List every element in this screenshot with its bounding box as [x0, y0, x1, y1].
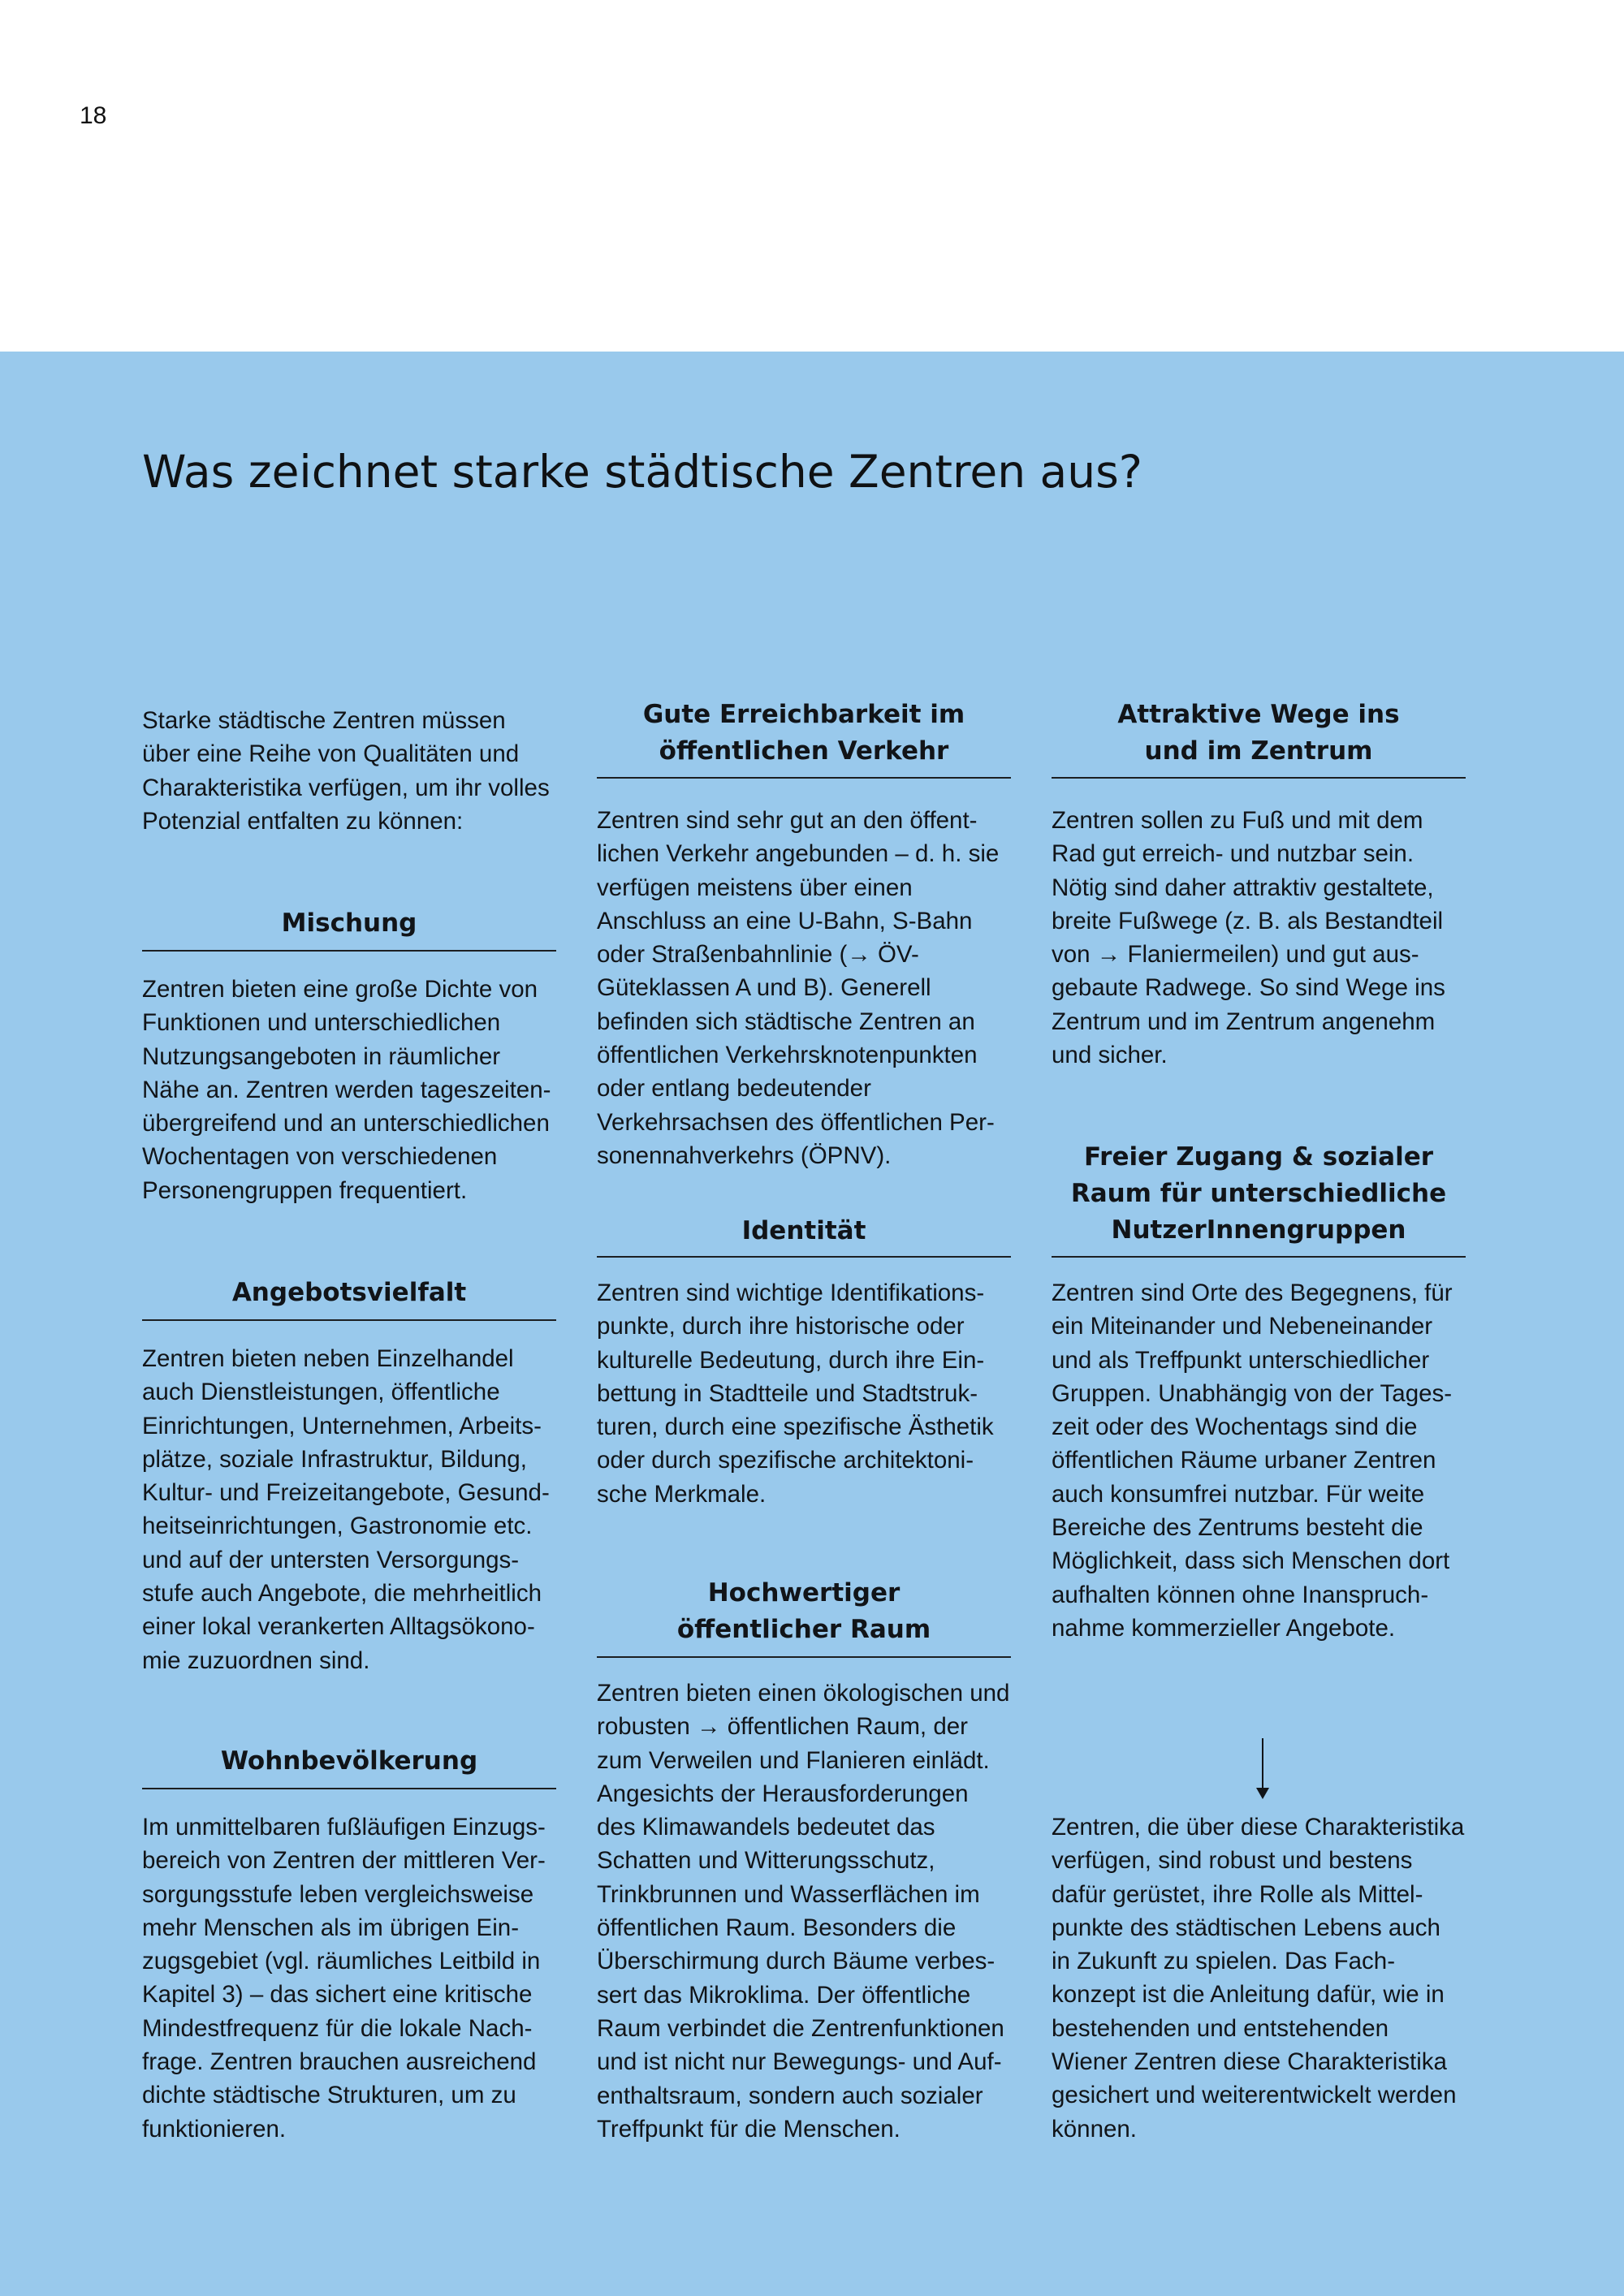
section-heading-erreichbarkeit: Gute Erreichbarkeit im öffentlichen Verkehr — [642, 700, 965, 766]
section-heading-mischung: Mischung — [281, 908, 417, 938]
section-body-mischung: Zentren bieten eine große Dichte von Funktionen und unterschiedlichen Nutzungsangeboten in räumlicher Nähe an. Zentren werden tageszeitenübergreifend und an unterschiedlichen Wochentagen von verschiedenen Personengruppen frequentiert. — [142, 976, 551, 1204]
conclusion-paragraph: Zentren, die über diese Charakteristika verfügen, sind robust und bestens dafür gerüstet, ihre Rolle als Mittelpunkte des städtischen Lebens auch in Zukunft zu spielen. Das Fachkonzept ist die Anleitung dafür, wie in bestehenden und entstehenden Wiener Zentren diese Charakteristika gesichert und weiterentwickelt werden können. — [1052, 1814, 1465, 2143]
section-body-wohnbevoelkerung: Im unmittelbaren fußläufigen Einzugsbereich von Zentren der mittleren Versorgungsstufe leben vergleichsweise mehr Menschen als im übrigen Einzugsgebiet (vgl. räumliches Leitbild in Kapitel 3) – das sichert eine kritische Mindestfrequenz für die lokale Nachfrage. Zentren brauchen ausreichend dichte städtische Strukturen, um zu funktionieren. — [142, 1814, 546, 2143]
section-divider — [142, 1319, 556, 1321]
section-divider — [1052, 1256, 1466, 1258]
section-body-freier-zugang: Zentren sind Orte des Begegnens, für ein Miteinander und Nebeneinander und als Treffpunkt unterschiedlicher Gruppen. Unabhängig von der Tageszeit oder des Wochentags sind die öffentlichen Räume urbaner Zentren auch konsumfrei nutzbar. Für weite Bereiche des Zentrums besteht die Möglichkeit, dass sich Menschen dort aufhalten können ohne Inanspruchnahme kommerzieller Angebote. — [1052, 1280, 1453, 1642]
section-divider — [142, 1788, 556, 1789]
section-divider — [142, 950, 556, 952]
arrow-down-icon — [1256, 1738, 1269, 1799]
section-divider — [597, 1256, 1011, 1258]
section-divider — [597, 777, 1011, 779]
section-heading-freier-zugang: Freier Zugang & sozialer Raum für unterschiedliche NutzerInnengruppen — [1070, 1142, 1447, 1245]
section-body-attraktive-wege: Zentren sollen zu Fuß und mit dem Rad gut erreich- und nutzbar sein. Nötig sind daher attraktiv gestaltete, breite Fußwege (z. B. als Bestandteil von → Flaniermeilen) und gut ausgebaute Radwege. So sind Wege ins Zentrum und im Zentrum angenehm und sicher. — [1052, 807, 1445, 1069]
page-title: Was zeichnet starke städtische Zentren aus? — [142, 446, 1142, 498]
section-body-oeffentlicher-raum: Zentren bieten einen ökologischen und robusten → öffentlichen Raum, der zum Verweilen und Flanieren einlädt. Angesichts der Herausforderungen des Klimawandels bedeutet das Schatten und Witterungsschutz, Trinkbrunnen und Wasserflächen im öffentlichen Raum. Besonders die Überschirmung durch Bäume verbessert das Mikroklima. Der öffentliche Raum verbindet die Zentrenfunktionen und ist nicht nur Bewegungs- und Aufenthaltsraum, sondern auch sozialer Treffpunkt für die Menschen. — [597, 1680, 1010, 2143]
section-heading-oeffentlicher-raum: Hochwertiger öffentlicher Raum — [676, 1578, 931, 1644]
section-body-erreichbarkeit: Zentren sind sehr gut an den öffentlichen Verkehr angebunden – d. h. sie verfügen meistens über einen Anschluss an eine U-Bahn, S-Bahn oder Straßenbahnlinie (→ ÖV-Güteklassen A und B). Generell befinden sich städtische Zentren an öffentlichen Verkehrsknotenpunkten oder entlang bedeutender Verkehrsachsen des öffentlichen Personennahverkehrs (ÖPNV). — [597, 807, 1000, 1169]
section-heading-wohnbevoelkerung: Wohnbevölkerung — [220, 1746, 478, 1776]
section-heading-attraktive-wege: Attraktive Wege ins und im Zentrum — [1117, 700, 1400, 766]
section-divider — [1052, 777, 1466, 779]
section-heading-angebotsvielfalt: Angebotsvielfalt — [231, 1278, 467, 1307]
section-body-angebotsvielfalt: Zentren bieten neben Einzelhandel auch Dienstleistungen, öffentliche Einrichtungen, Unternehmen, Arbeitsplätze, soziale Infrastruktur, Bildung, Kultur- und Freizeitangebote, Gesundheitseinrichtungen, Gastronomie etc. und auf der untersten Versorgungsstufe auch Angebote, die mehrheitlich einer lokal verankerten Alltagsökonomie zuzuordnen sind. — [142, 1345, 550, 1674]
section-divider — [597, 1656, 1011, 1658]
page-number: 18 — [80, 102, 107, 129]
intro-paragraph: Starke städtische Zentren müssen über eine Reihe von Qualitäten und Charakteristika verfügen, um ihr volles Potenzial entfalten zu können: — [142, 707, 550, 835]
section-heading-identitaet: Identität — [741, 1216, 866, 1245]
section-body-identitaet: Zentren sind wichtige Identifikationspunkte, durch ihre historische oder kulturelle Bedeutung, durch ihre Einbettung in Stadtteile und Stadtstrukturen, durch eine spezifische Ästhetik oder durch spezifische architektonische Merkmale. — [597, 1280, 994, 1508]
